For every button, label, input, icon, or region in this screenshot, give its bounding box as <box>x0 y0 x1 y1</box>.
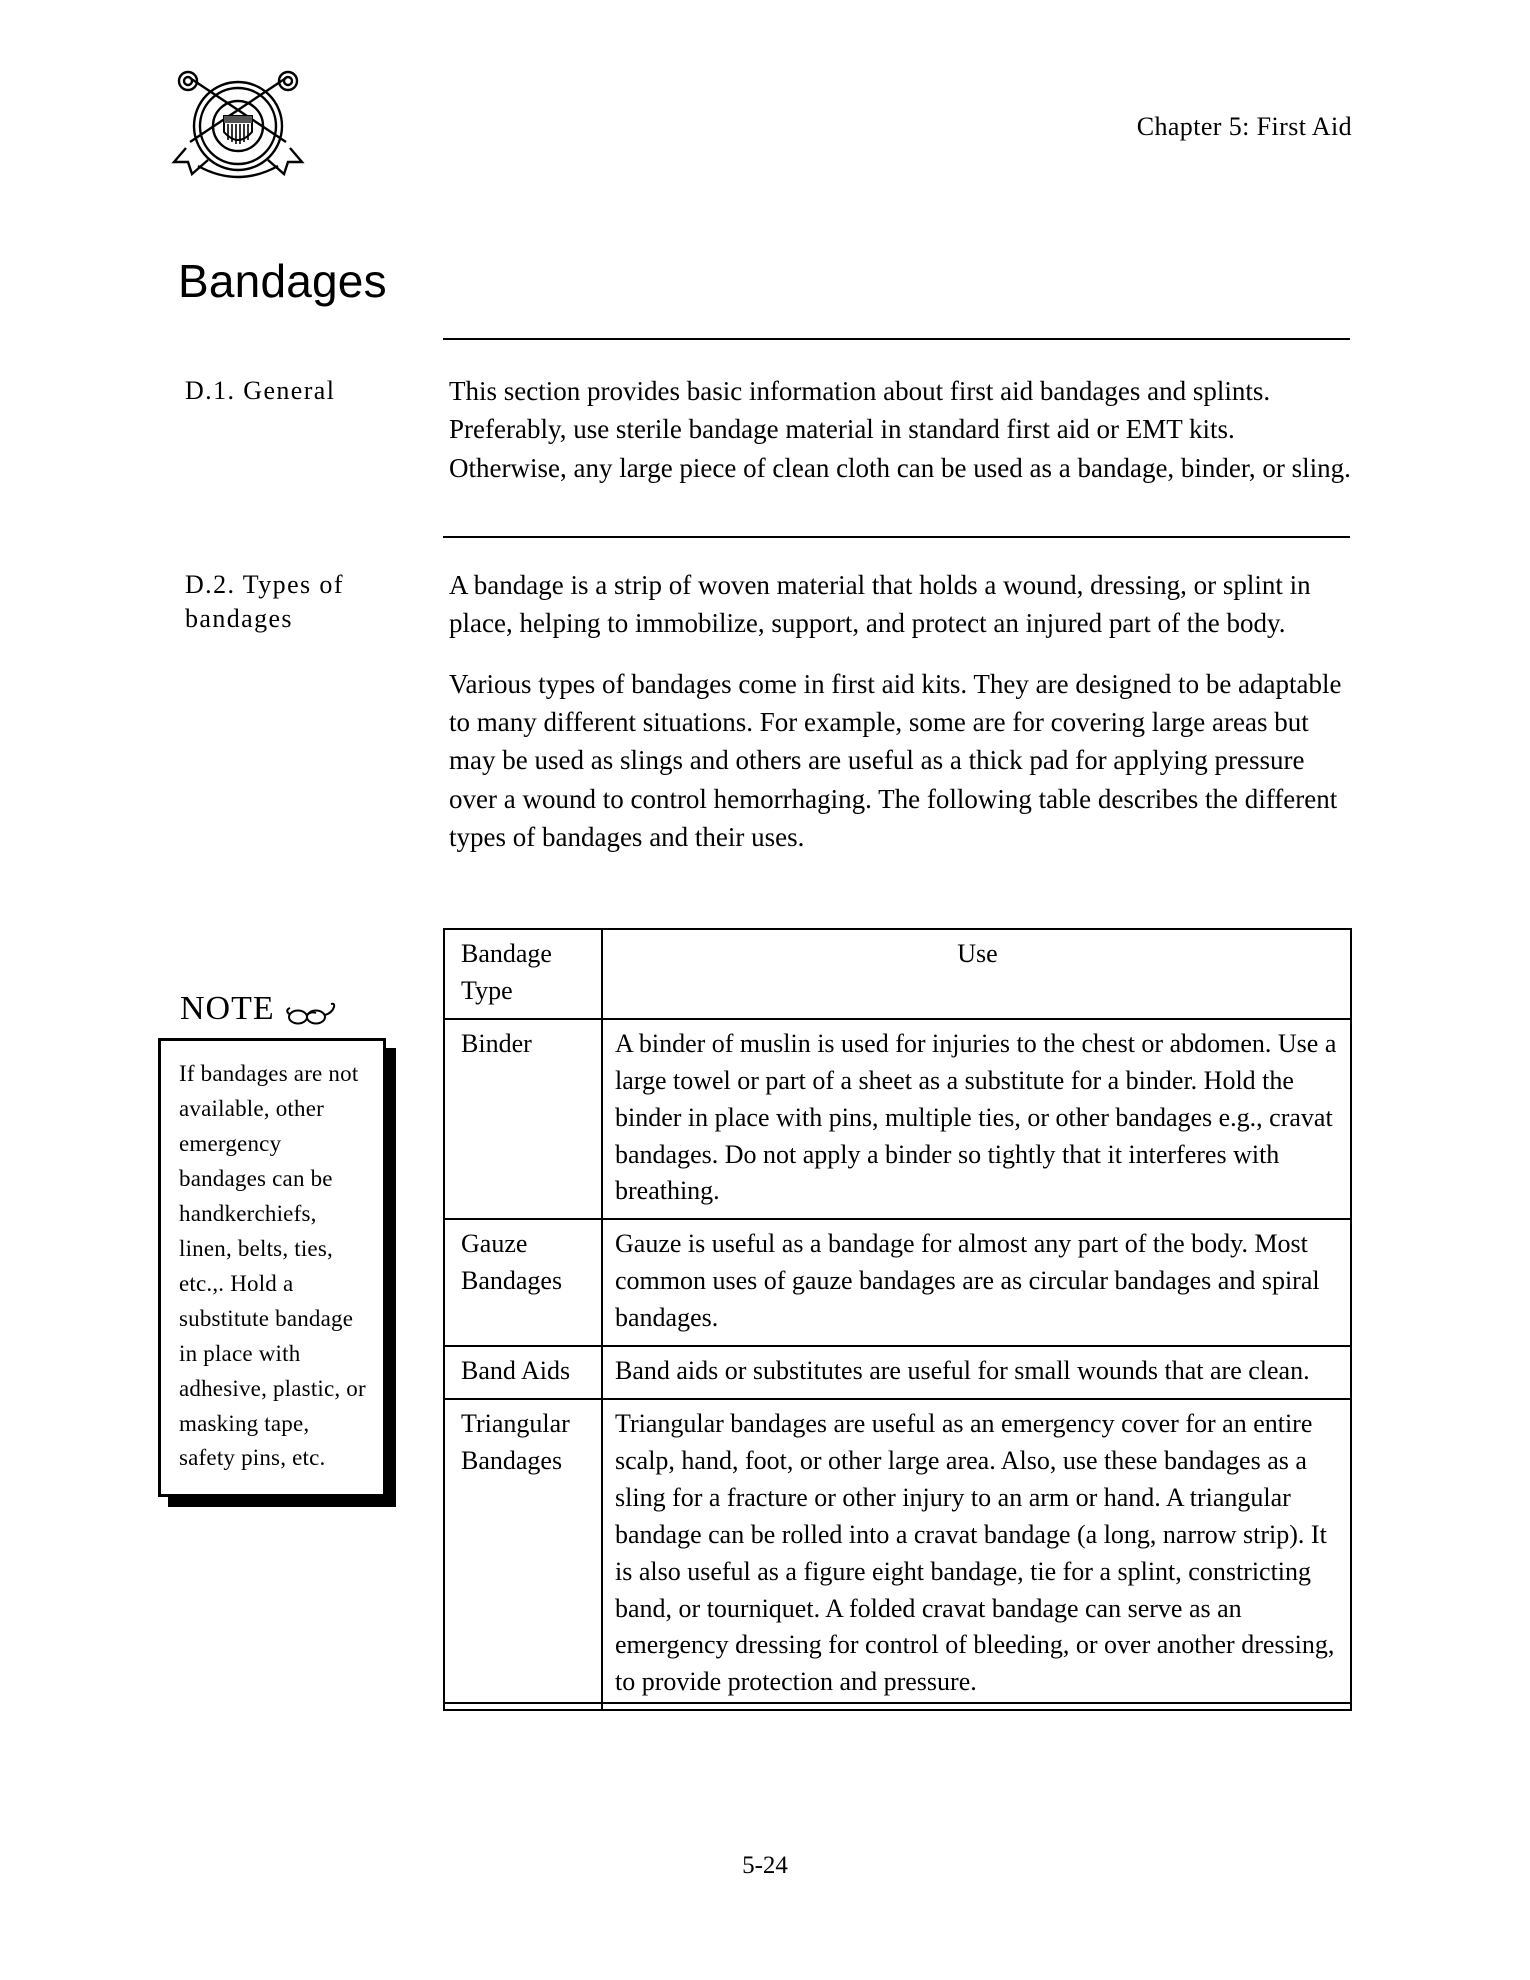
column-header-bandage-type: Bandage Type <box>444 929 602 1019</box>
table-row <box>444 1219 1351 1346</box>
cell-use: Band aids or substitutes are useful for small wounds that are clean. <box>602 1346 1351 1399</box>
section-d1-body <box>437 372 1355 487</box>
section-d1-label: D.1. General <box>185 376 336 405</box>
note-box <box>158 1038 386 1497</box>
footer-divider <box>443 1702 1350 1704</box>
note-callout <box>158 990 420 1497</box>
section-d1 <box>185 372 1355 487</box>
table-row <box>444 1399 1351 1710</box>
cell-use: A binder of muslin is used for injuries to the chest or abdomen. Use a large towel or part of a sheet as a substitute for a binder. Hold the binder in place with pins, multiple ties, or other bandages e.g., cravat bandages. Do not apply a binder so tightly that it interferes with breathing. <box>602 1019 1351 1220</box>
cell-use: Gauze is useful as a bandage for almost any part of the body. Most common uses of gauze bandages are as circular bandages and spiral bandages. <box>602 1219 1351 1346</box>
page-number: 5-24 <box>742 1852 788 1879</box>
eyeglasses-icon <box>285 998 337 1024</box>
note-label: NOTE <box>180 990 275 1027</box>
note-heading <box>180 990 420 1028</box>
us-coast-guard-seal-icon <box>168 70 308 188</box>
table-row <box>444 1346 1351 1399</box>
paragraph: Various types of bandages come in first aid kits. They are designed to be adaptable to many different situations. For example, some are for covering large areas but may be used as slings and others are useful as a thick pad for applying pressure over a wound to control hemorrhaging. The following table describes the different types of bandages and their uses. <box>449 668 1342 852</box>
cell-bandage-type: Triangular Bandages <box>444 1399 602 1710</box>
cell-bandage-type: Band Aids <box>444 1346 602 1399</box>
paragraph: This section provides basic information about first aid bandages and splints. Preferably, use sterile bandage material in standard first aid or EMT kits. Otherwise, any large piece of clean cloth can be used as a bandage, binder, or sling. <box>449 376 1351 483</box>
column-header-use: Use <box>602 929 1351 1019</box>
cell-bandage-type: Binder <box>444 1019 602 1220</box>
section-d2-body <box>437 566 1355 856</box>
section-d2 <box>185 566 1355 856</box>
page-header <box>0 62 1530 192</box>
cell-bandage-type: Gauze Bandages <box>444 1219 602 1346</box>
page-title: Bandages <box>178 255 387 307</box>
section-divider-top <box>443 338 1350 340</box>
cell-use: Triangular bandages are useful as an emergency cover for an entire scalp, hand, foot, or other large area. Also, use these bandages as a sling for a fracture or other injury to an arm or hand. A triangular bandage can be rolled into a cravat bandage (a long, narrow strip). It is also useful as a figure eight bandage, tie for a splint, constricting band, or tourniquet. A folded cravat bandage can serve as an emergency dressing for control of bleeding, or over another dressing, to provide protection and pressure. <box>602 1399 1351 1710</box>
bandage-types-table <box>443 928 1352 1711</box>
table-header-row <box>444 929 1351 1019</box>
section-divider-middle <box>443 536 1350 538</box>
section-d2-label: D.2. Types of bandages <box>185 570 344 634</box>
paragraph: A bandage is a strip of woven material that holds a wound, dressing, or splint in place, helping to immobilize, support, and protect an injured part of the body. <box>449 570 1311 639</box>
table-row <box>444 1019 1351 1220</box>
note-text: If bandages are not available, other emergency bandages can be handkerchiefs, linen, belts, ties, etc.,. Hold a substitute bandage in place with adhesive, plastic, or masking tape, safety pins, etc. <box>179 1061 366 1471</box>
chapter-title: Chapter 5: First Aid <box>1136 112 1352 141</box>
